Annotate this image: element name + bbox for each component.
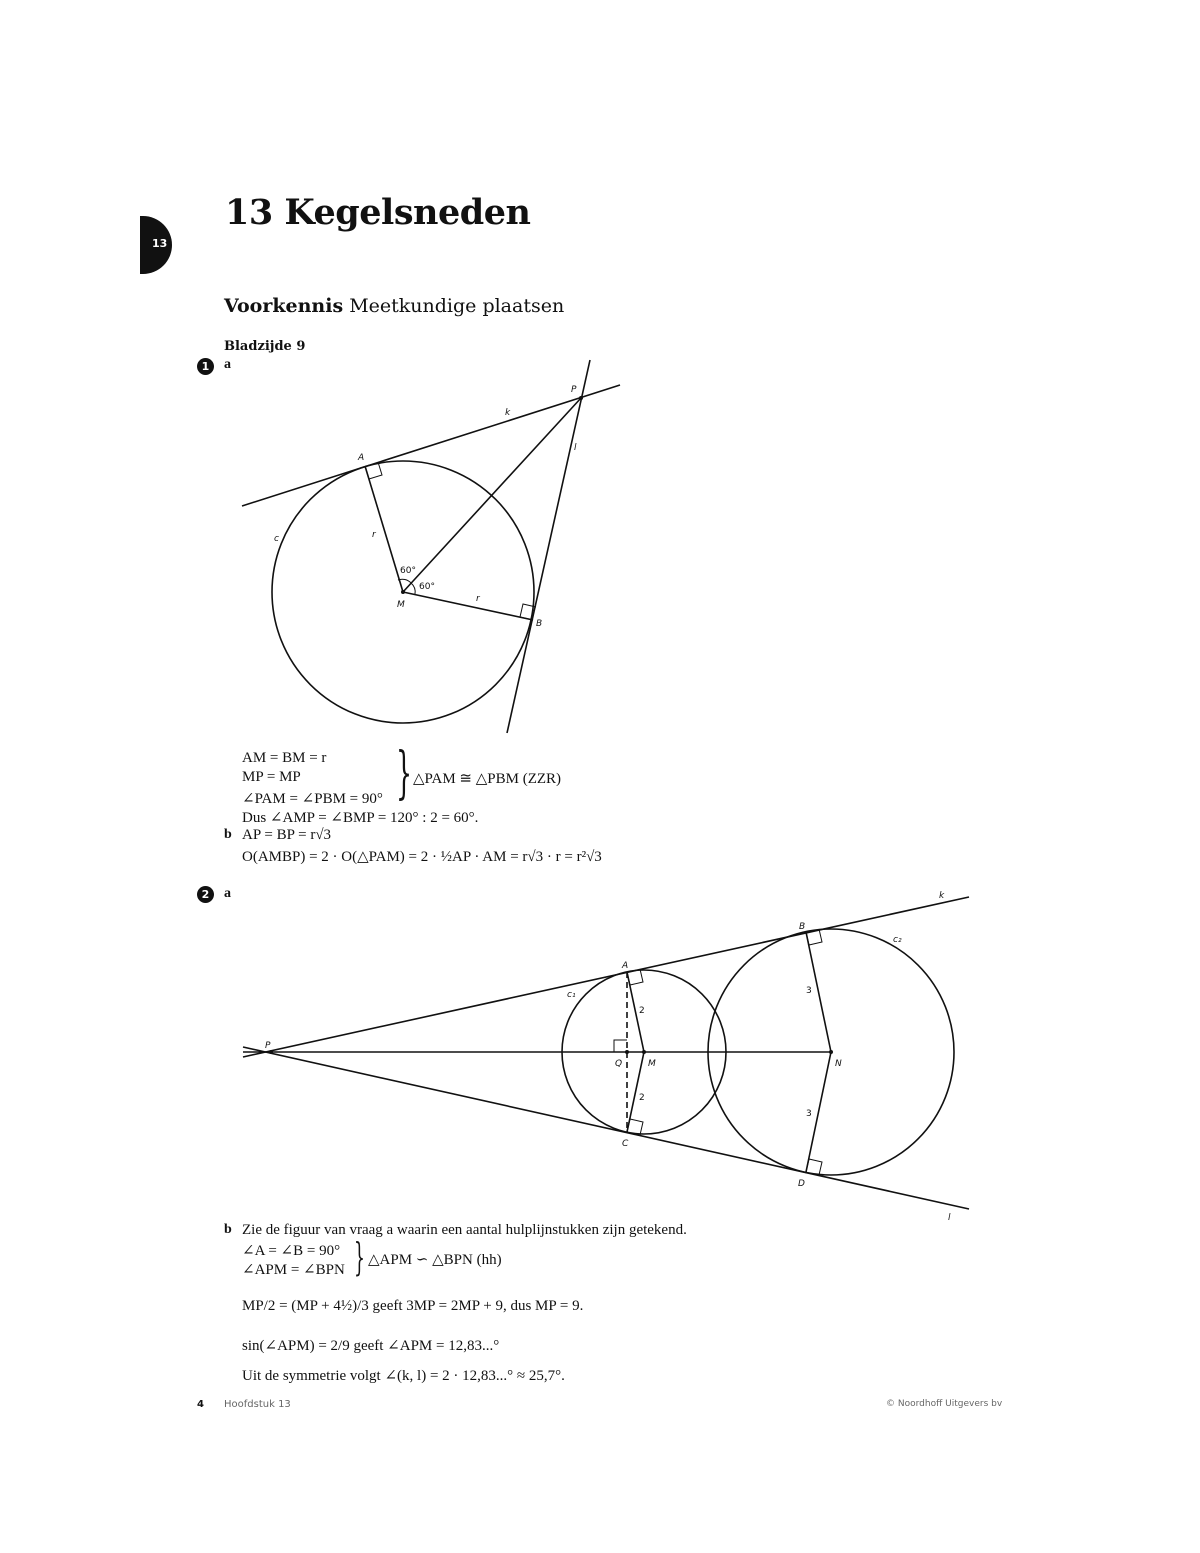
label-l2: l (948, 1213, 951, 1223)
footer-page-number: 4 (197, 1399, 204, 1410)
q1-condition-1: AM = BM = r (242, 750, 327, 766)
q1-condition-2: MP = MP (242, 769, 301, 785)
line-k (243, 897, 969, 1057)
question-2-part-a: a (224, 886, 231, 901)
q2-b-condition-2: ∠APM = ∠BPN (242, 1262, 345, 1278)
question-1-part-b: b (224, 827, 232, 842)
label-C: C (622, 1139, 629, 1149)
label-M2: M (648, 1059, 656, 1069)
label-radius-3a: 3 (806, 986, 812, 996)
label-N: N (835, 1059, 842, 1069)
label-angle2: 60° (419, 582, 435, 592)
q2-b-ratio: MP/2 = (MP + 4½)/3 geeft 3MP = 2MP + 9, dus MP = 9. (242, 1298, 584, 1314)
q1-brace: } (396, 741, 413, 806)
q2-b-sine: sin(∠APM) = 2/9 geeft ∠APM = 12,83...° (242, 1338, 500, 1354)
q1-dus-line: Dus ∠AMP = ∠BMP = 120° : 2 = 60°. (242, 810, 479, 826)
q2-brace: } (354, 1235, 365, 1279)
q2-b-symmetry: Uit de symmetrie volgt ∠(k, l) = 2 · 12,83...° ≈ 25,7°. (242, 1368, 565, 1384)
q1-b-line-1: AP = BP = r√3 (242, 827, 332, 843)
q2-b-conclusion: △APM ∽ △BPN (hh) (368, 1252, 502, 1268)
label-B2: B (799, 922, 806, 932)
label-k2: k (939, 891, 945, 901)
chapter-title: 13 Kegelsneden (225, 192, 531, 233)
label-B: B (536, 619, 543, 629)
label-l: l (574, 443, 577, 453)
q2-b-condition-1: ∠A = ∠B = 90° (242, 1243, 341, 1259)
label-P: P (571, 385, 577, 395)
question-1-part-a: a (224, 357, 231, 372)
label-c2: c₂ (893, 935, 902, 945)
question-2-part-b: b (224, 1222, 232, 1237)
label-radius-2b: 2 (639, 1093, 645, 1103)
section-title-bold: Voorkennis (224, 295, 344, 317)
label-A2: A (622, 961, 629, 971)
label-D: D (798, 1179, 805, 1189)
label-radius-3b: 3 (806, 1109, 812, 1119)
label-c1: c₁ (567, 990, 576, 1000)
label-A: A (358, 453, 365, 463)
right-angle-Q (614, 1040, 627, 1052)
page-reference: Bladzijde 9 (224, 339, 306, 354)
question-2-number: 2 (197, 886, 214, 903)
label-angle1: 60° (400, 566, 416, 576)
q1-condition-3: ∠PAM = ∠PBM = 90° (242, 791, 383, 807)
label-Q: Q (615, 1059, 623, 1069)
section-title-rest: Meetkundige plaatsen (343, 295, 565, 317)
q1-conclusion: △PAM ≅ △PBM (ZZR) (413, 771, 562, 787)
footer-chapter: Hoofdstuk 13 (224, 1399, 291, 1410)
question-1-number: 1 (197, 358, 214, 375)
label-P2: P (265, 1041, 271, 1051)
chapter-tab-label: 13 (152, 237, 168, 250)
line-l (243, 1047, 969, 1209)
label-radius-2a: 2 (639, 1006, 645, 1016)
label-r1: r (372, 530, 376, 540)
q1-b-line-2: O(AMBP) = 2 · O(△PAM) = 2 · ½AP · AM = r√3 · r = r²√3 (242, 849, 602, 865)
q2-b-intro: Zie de figuur van vraag a waarin een aantal hulplijnstukken zijn getekend. (242, 1222, 687, 1238)
label-r2: r (476, 594, 480, 604)
label-k: k (505, 408, 511, 418)
label-M: M (397, 600, 405, 610)
footer-copyright: © Noordhoff Uitgevers bv (886, 1399, 1003, 1409)
label-c: c (274, 534, 279, 544)
